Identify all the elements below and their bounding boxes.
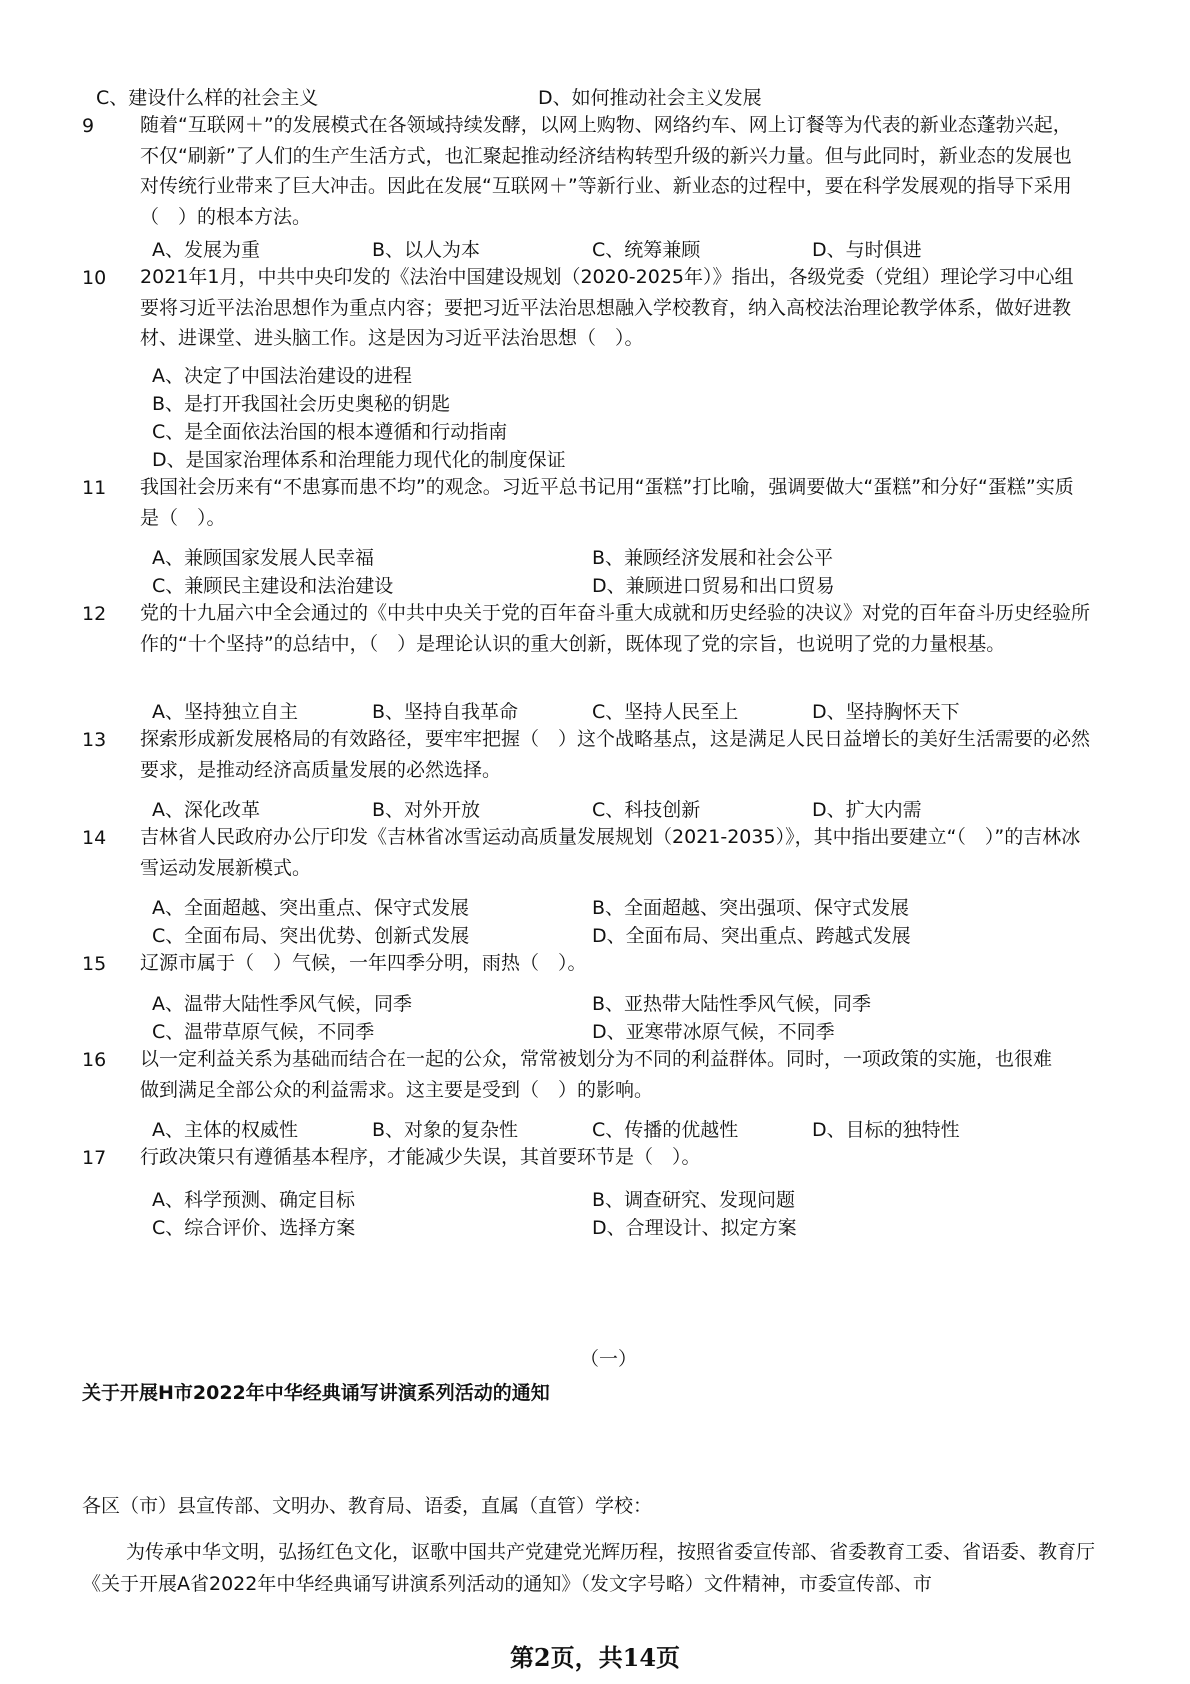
- question-number: 10: [82, 267, 107, 289]
- option-d: D、坚持胸怀天下: [812, 701, 960, 723]
- notice-salutation: 各区（市）县宣传部、文明办、教育局、语委，直属（直管）学校：: [82, 1495, 653, 1517]
- option-d: D、是国家治理体系和治理能力现代化的制度保证: [152, 449, 566, 471]
- question-stem: 我国社会历来有“不患寡而患不均”的观念。习近平总书记用“蛋糕”打比喻，强调要做大“蛋糕”和分好“蛋糕”实质是（ ）。: [140, 476, 1074, 529]
- prev-option-c: C、建设什么样的社会主义: [96, 87, 319, 109]
- page-footer: 第2页，共14页: [509, 1643, 681, 1672]
- option-d: D、目标的独特性: [812, 1119, 960, 1141]
- option-d: D、扩大内需: [812, 799, 922, 821]
- question-number: 11: [82, 477, 107, 499]
- option-d: D、亚寒带冰原气候，不同季: [592, 1021, 835, 1043]
- prev-option-d: D、如何推动社会主义发展: [538, 87, 762, 109]
- option-b: B、亚热带大陆性季风气候，同季: [592, 993, 872, 1015]
- option-c: C、温带草原气候，不同季: [152, 1021, 375, 1043]
- option-a: A、坚持独立自主: [152, 701, 298, 723]
- option-c: C、统筹兼顾: [592, 239, 701, 261]
- option-a: A、主体的权威性: [152, 1119, 298, 1141]
- option-c: C、是全面依法治国的根本遵循和行动指南: [152, 421, 508, 443]
- option-d: D、与时俱进: [812, 239, 922, 261]
- notice-title: 关于开展H市2022年中华经典诵写讲演系列活动的通知: [82, 1382, 550, 1404]
- option-c: C、科技创新: [592, 799, 701, 821]
- option-a: A、决定了中国法治建设的进程: [152, 365, 412, 387]
- option-c: C、全面布局、突出优势、创新式发展: [152, 925, 470, 947]
- question-stem: 以一定利益关系为基础而结合在一起的公众，常常被划分为不同的利益群体。同时，一项政策的实施，也很难做到满足全部公众的利益需求。这主要是受到（ ）的影响。: [140, 1048, 1053, 1101]
- option-b: B、对外开放: [372, 799, 481, 821]
- option-d: D、全面布局、突出重点、跨越式发展: [592, 925, 911, 947]
- question-number: 16: [82, 1049, 107, 1071]
- option-a: A、科学预测、确定目标: [152, 1189, 355, 1211]
- option-b: B、对象的复杂性: [372, 1119, 519, 1141]
- question-number: 13: [82, 729, 107, 751]
- question-stem: 探索形成新发展格局的有效路径，要牢牢把握（ ）这个战略基点，这是满足人民日益增长的美好生活需要的必然要求，是推动经济高质量发展的必然选择。: [140, 728, 1091, 781]
- option-a: A、兼顾国家发展人民幸福: [152, 547, 374, 569]
- question-stem: 2021年1月，中共中央印发的《法治中国建设规划（2020-2025年）》指出，各级党委（党组）理论学习中心组要将习近平法治思想作为重点内容；要把习近平法治思想融入学校教育，纳入高校法治理论教学体系，做好进教材、进课堂、进头脑工作。这是因为习近平法治思想（ ）。: [140, 266, 1074, 349]
- question-stem: 党的十九届六中全会通过的《中共中央关于党的百年奋斗重大成就和历史经验的决议》对党的百年奋斗历史经验所作的“十个坚持”的总结中，（ ）是理论认识的重大创新，既体现了党的宗旨，也说明了党的力量根基。: [140, 602, 1091, 655]
- option-d: D、兼顾进口贸易和出口贸易: [592, 575, 835, 597]
- question-number: 15: [82, 953, 107, 975]
- section-mark: （一）: [580, 1348, 638, 1370]
- option-a: A、温带大陆性季风气候，同季: [152, 993, 412, 1015]
- question-number: 12: [82, 603, 107, 625]
- option-b: B、坚持自我革命: [372, 701, 519, 723]
- option-c: C、综合评价、选择方案: [152, 1217, 356, 1239]
- option-b: B、兼顾经济发展和社会公平: [592, 547, 834, 569]
- question-stem: 随着“互联网＋”的发展模式在各领域持续发酵，以网上购物、网络约车、网上订餐等为代表的新业态蓬勃兴起，不仅“刷新”了人们的生产生活方式，也汇聚起推动经济结构转型升级的新兴力量。但与此同时，新业态的发展也对传统行业带来了巨大冲击。因此在发展“互联网＋”等新行业、新业态的过程中，要在科学发展观的指导下采用（ ）的根本方法。: [140, 114, 1072, 228]
- option-d: D、合理设计、拟定方案: [592, 1217, 797, 1239]
- option-a: A、发展为重: [152, 239, 260, 261]
- option-b: B、以人为本: [372, 239, 481, 261]
- option-c: C、坚持人民至上: [592, 701, 739, 723]
- option-a: A、全面超越、突出重点、保守式发展: [152, 897, 469, 919]
- notice-paragraph: 为传承中华文明，弘扬红色文化，讴歌中国共产党建党光辉历程，按照省委宣传部、省委教育工委、省语委、教育厅《关于开展A省2022年中华经典诵写讲演系列活动的通知》（发文字号略）文件精神，市委宣传部、市: [82, 1541, 1096, 1595]
- question-number: 14: [82, 827, 107, 849]
- question-stem: 吉林省人民政府办公厅印发《吉林省冰雪运动高质量发展规划（2021-2035）》，其中指出要建立“（ ）”的吉林冰雪运动发展新模式。: [140, 826, 1081, 879]
- question-stem: 辽源市属于（ ）气候，一年四季分明，雨热（ ）。: [140, 952, 587, 974]
- option-b: B、全面超越、突出强项、保守式发展: [592, 897, 910, 919]
- question-number: 17: [82, 1147, 107, 1169]
- option-c: C、传播的优越性: [592, 1119, 739, 1141]
- option-a: A、深化改革: [152, 799, 260, 821]
- question-number: 9: [82, 115, 95, 137]
- option-c: C、兼顾民主建设和法治建设: [152, 575, 394, 597]
- option-b: B、是打开我国社会历史奥秘的钥匙: [152, 393, 451, 415]
- question-stem: 行政决策只有遵循基本程序，才能减少失误，其首要环节是（ ）。: [140, 1146, 701, 1168]
- option-b: B、调查研究、发现问题: [592, 1189, 796, 1211]
